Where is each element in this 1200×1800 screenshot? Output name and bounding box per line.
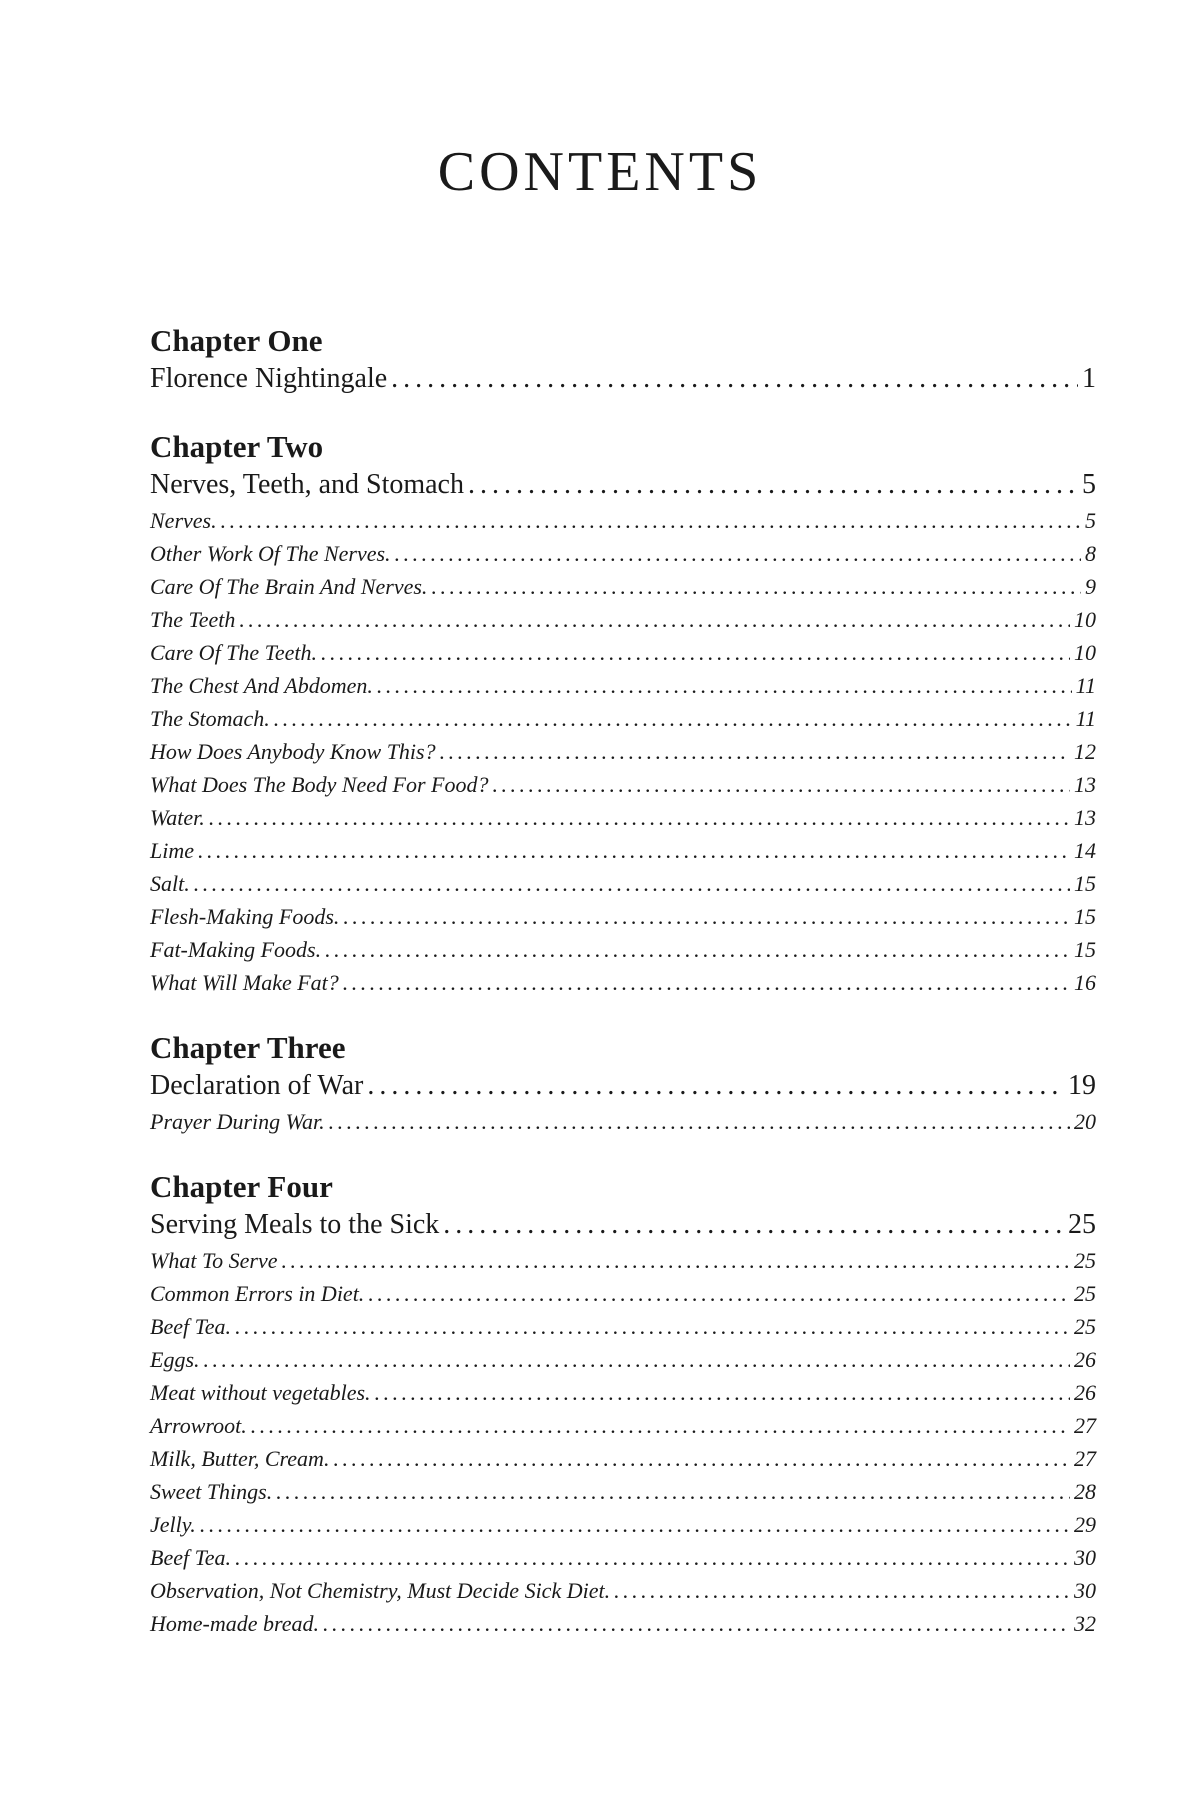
entry-page-number: 14 xyxy=(1074,838,1096,863)
section-entry[interactable] xyxy=(150,933,1096,966)
section-entry[interactable] xyxy=(150,1508,1096,1541)
entry-page-number: 13 xyxy=(1074,772,1096,797)
dot-leader xyxy=(282,1244,1070,1277)
entry-page-number: 25 xyxy=(1068,1209,1096,1240)
section-entry[interactable] xyxy=(150,1607,1096,1640)
dot-leader xyxy=(198,834,1070,867)
dot-leader xyxy=(204,1343,1071,1376)
section-entry[interactable] xyxy=(150,702,1096,735)
chapter-section xyxy=(150,322,1096,398)
section-entry[interactable] xyxy=(150,834,1096,867)
chapter-title-entry[interactable] xyxy=(150,1067,1096,1105)
dot-leader xyxy=(274,702,1072,735)
dot-leader xyxy=(443,1206,1064,1244)
entry-page-number: 10 xyxy=(1074,607,1096,632)
entry-page-number: 9 xyxy=(1085,574,1096,599)
entry-label: Common Errors in Diet. xyxy=(150,1281,365,1306)
entry-label: Beef Tea. xyxy=(150,1314,232,1339)
page-title: CONTENTS xyxy=(437,141,763,203)
dot-leader xyxy=(200,1508,1070,1541)
section-entry[interactable] xyxy=(150,570,1096,603)
dot-leader xyxy=(468,466,1078,504)
entry-page-number: 29 xyxy=(1074,1512,1096,1537)
entry-label: What To Serve xyxy=(150,1248,278,1273)
section-entry[interactable] xyxy=(150,1442,1096,1475)
section-entry[interactable] xyxy=(150,504,1096,537)
section-entry[interactable] xyxy=(150,1475,1096,1508)
entry-page-number: 8 xyxy=(1085,541,1096,566)
section-entry[interactable] xyxy=(150,636,1096,669)
entry-page-number: 26 xyxy=(1074,1380,1096,1405)
dot-leader xyxy=(235,1541,1070,1574)
entry-page-number: 19 xyxy=(1068,1070,1096,1101)
section-entry[interactable] xyxy=(150,1244,1096,1277)
dot-leader xyxy=(343,900,1070,933)
dot-leader xyxy=(431,570,1081,603)
entry-label: Home-made bread. xyxy=(150,1611,320,1636)
entry-label: Declaration of War xyxy=(150,1070,364,1101)
section-entry[interactable] xyxy=(150,603,1096,636)
dot-leader xyxy=(235,1310,1070,1343)
entry-label: Sweet Things. xyxy=(150,1479,273,1504)
entry-label: Salt. xyxy=(150,871,190,896)
entry-page-number: 13 xyxy=(1074,805,1096,830)
dot-leader xyxy=(440,735,1070,768)
dot-leader xyxy=(375,1376,1070,1409)
entry-label: Other Work Of The Nerves. xyxy=(150,541,391,566)
chapter-section xyxy=(150,1168,1096,1640)
entry-label: Water. xyxy=(150,805,205,830)
section-entry[interactable] xyxy=(150,1310,1096,1343)
section-entry[interactable] xyxy=(150,801,1096,834)
entry-page-number: 1 xyxy=(1082,363,1096,394)
entry-page-number: 25 xyxy=(1074,1281,1096,1306)
dot-leader xyxy=(391,360,1078,398)
entry-label: Meat without vegetables. xyxy=(150,1380,371,1405)
section-entry[interactable] xyxy=(150,537,1096,570)
entry-page-number: 28 xyxy=(1074,1479,1096,1504)
entry-label: Jelly. xyxy=(150,1512,196,1537)
entry-page-number: 10 xyxy=(1074,640,1096,665)
entry-label: Flesh-Making Foods. xyxy=(150,904,340,929)
entry-page-number: 16 xyxy=(1074,970,1096,995)
chapter-heading: Chapter One xyxy=(150,323,323,358)
dot-leader xyxy=(367,1067,1064,1105)
entry-label: Care Of The Teeth. xyxy=(150,640,318,665)
entry-label: Fat-Making Foods. xyxy=(150,937,322,962)
entry-page-number: 30 xyxy=(1074,1578,1096,1603)
dot-leader xyxy=(493,768,1071,801)
dot-leader xyxy=(209,801,1070,834)
entry-page-number: 11 xyxy=(1075,673,1096,698)
dot-leader xyxy=(325,933,1070,966)
section-entry[interactable] xyxy=(150,1105,1096,1138)
chapter-heading: Chapter Two xyxy=(150,429,324,464)
section-entry[interactable] xyxy=(150,1376,1096,1409)
dot-leader xyxy=(377,669,1072,702)
dot-leader xyxy=(333,1442,1070,1475)
section-entry[interactable] xyxy=(150,1574,1096,1607)
entry-label: Nerves, Teeth, and Stomach xyxy=(150,469,464,500)
entry-label: What Does The Body Need For Food? xyxy=(150,772,489,797)
chapter-title-entry[interactable] xyxy=(150,1206,1096,1244)
entry-label: Florence Nightingale xyxy=(150,363,388,394)
entry-label: Nerves. xyxy=(150,508,217,533)
section-entry[interactable] xyxy=(150,1409,1096,1442)
entry-label: Beef Tea. xyxy=(150,1545,232,1570)
dot-leader xyxy=(395,537,1081,570)
chapter-section xyxy=(150,428,1096,999)
entry-page-number: 27 xyxy=(1074,1413,1096,1438)
section-entry[interactable] xyxy=(150,1343,1096,1376)
entry-label: Arrowroot. xyxy=(150,1413,247,1438)
section-entry[interactable] xyxy=(150,966,1096,999)
entry-page-number: 27 xyxy=(1074,1446,1096,1471)
entry-page-number: 5 xyxy=(1085,508,1096,533)
entry-label: Lime xyxy=(150,838,194,863)
section-entry[interactable] xyxy=(150,1277,1096,1310)
entry-page-number: 12 xyxy=(1074,739,1096,764)
dot-leader xyxy=(321,636,1070,669)
entry-page-number: 25 xyxy=(1074,1314,1096,1339)
entry-label: Serving Meals to the Sick xyxy=(150,1209,440,1240)
entry-label: Milk, Butter, Cream. xyxy=(150,1446,330,1471)
entry-label: How Does Anybody Know This? xyxy=(150,739,436,764)
table-of-contents xyxy=(150,322,1096,1670)
entry-page-number: 15 xyxy=(1074,871,1096,896)
entry-label: Observation, Not Chemistry, Must Decide Sick Diet. xyxy=(150,1578,611,1603)
section-entry[interactable] xyxy=(150,867,1096,900)
dot-leader xyxy=(276,1475,1070,1508)
entry-label: The Stomach. xyxy=(150,706,270,731)
entry-page-number: 15 xyxy=(1074,937,1096,962)
dot-leader xyxy=(329,1105,1070,1138)
dot-leader xyxy=(343,966,1070,999)
chapter-heading: Chapter Three xyxy=(150,1030,346,1065)
entry-label: What Will Make Fat? xyxy=(150,970,339,995)
dot-leader xyxy=(368,1277,1070,1310)
chapter-section xyxy=(150,1029,1096,1138)
chapter-heading: Chapter Four xyxy=(150,1169,333,1204)
entry-page-number: 26 xyxy=(1074,1347,1096,1372)
section-entry[interactable] xyxy=(150,1541,1096,1574)
entry-page-number: 32 xyxy=(1074,1611,1096,1636)
dot-leader xyxy=(251,1409,1070,1442)
entry-label: Eggs. xyxy=(150,1347,200,1372)
chapter-title-entry[interactable] xyxy=(150,466,1096,504)
entry-page-number: 20 xyxy=(1074,1109,1096,1134)
entry-page-number: 5 xyxy=(1082,469,1096,500)
section-entry[interactable] xyxy=(150,735,1096,768)
entry-label: The Chest And Abdomen. xyxy=(150,673,373,698)
chapter-title-entry[interactable] xyxy=(150,360,1096,398)
entry-page-number: 25 xyxy=(1074,1248,1096,1273)
dot-leader xyxy=(194,867,1070,900)
entry-page-number: 11 xyxy=(1075,706,1096,731)
section-entry[interactable] xyxy=(150,768,1096,801)
dot-leader xyxy=(221,504,1081,537)
dot-leader xyxy=(614,1574,1070,1607)
entry-label: The Teeth xyxy=(150,607,236,632)
section-entry[interactable] xyxy=(150,669,1096,702)
dot-leader xyxy=(323,1607,1070,1640)
section-entry[interactable] xyxy=(150,900,1096,933)
entry-label: Care Of The Brain And Nerves. xyxy=(150,574,428,599)
dot-leader xyxy=(239,603,1070,636)
entry-label: Prayer During War. xyxy=(150,1109,325,1134)
entry-page-number: 30 xyxy=(1074,1545,1096,1570)
entry-page-number: 15 xyxy=(1074,904,1096,929)
